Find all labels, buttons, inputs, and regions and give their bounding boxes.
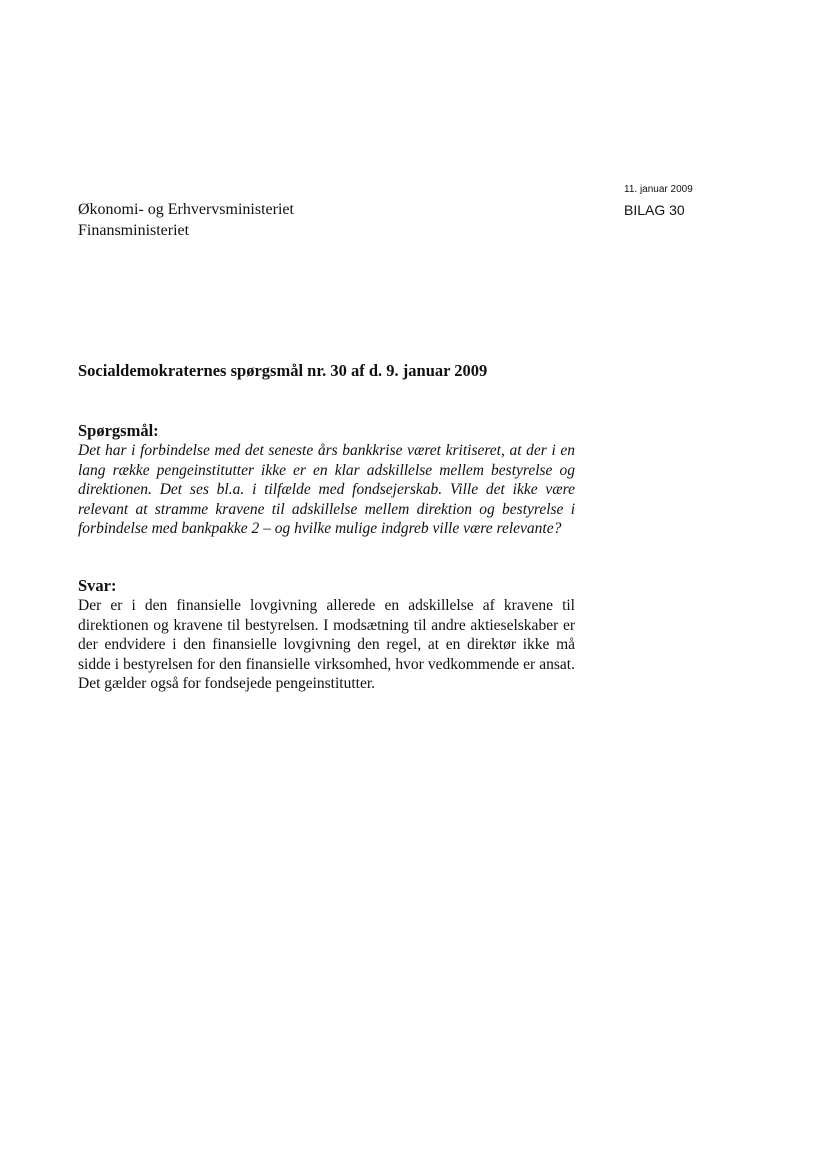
question-text: Det har i forbindelse med det seneste års bankkrise været kritiseret, at der i en lang række pengeinstitutter ikke er en klar adskillelse mellem bestyrelse og direktionen. Det ses bl.a. i tilfælde med fondsejerskab. Ville det ikke være relevant at stramme kravene til adskillelse mellem direktion og bestyrelse i forbindelse med bankpakke 2 – og hvilke mulige indgreb ville være relevante?: [78, 442, 575, 538]
document-heading: Socialdemokraternes spørgsmål nr. 30 af d. 9. januar 2009: [78, 361, 488, 380]
answer-label: Svar:: [78, 576, 117, 595]
sender-block: [78, 199, 294, 241]
question-section: [78, 420, 575, 539]
document-date: 11. januar 2009: [624, 184, 693, 195]
sender-line: Økonomi- og Erhvervsministeriet: [78, 201, 294, 218]
question-label: Spørgsmål:: [78, 421, 159, 440]
answer-text: Der er i den finansielle lovgivning allerede en adskillelse af kravene til direktionen og kravene til bestyrelsen. I modsætning til andre aktieselskaber er der endvidere i den finansielle lovgivning den regel, at en direktør ikke må sidde i bestyrelsen for den finansielle virksomhed, hvor vedkommende er ansat. Det gælder også for fondsejede pengeinstitutter.: [78, 597, 575, 693]
answer-section: [78, 575, 575, 694]
appendix-label: BILAG 30: [624, 202, 685, 218]
sender-line: Finansministeriet: [78, 222, 190, 239]
